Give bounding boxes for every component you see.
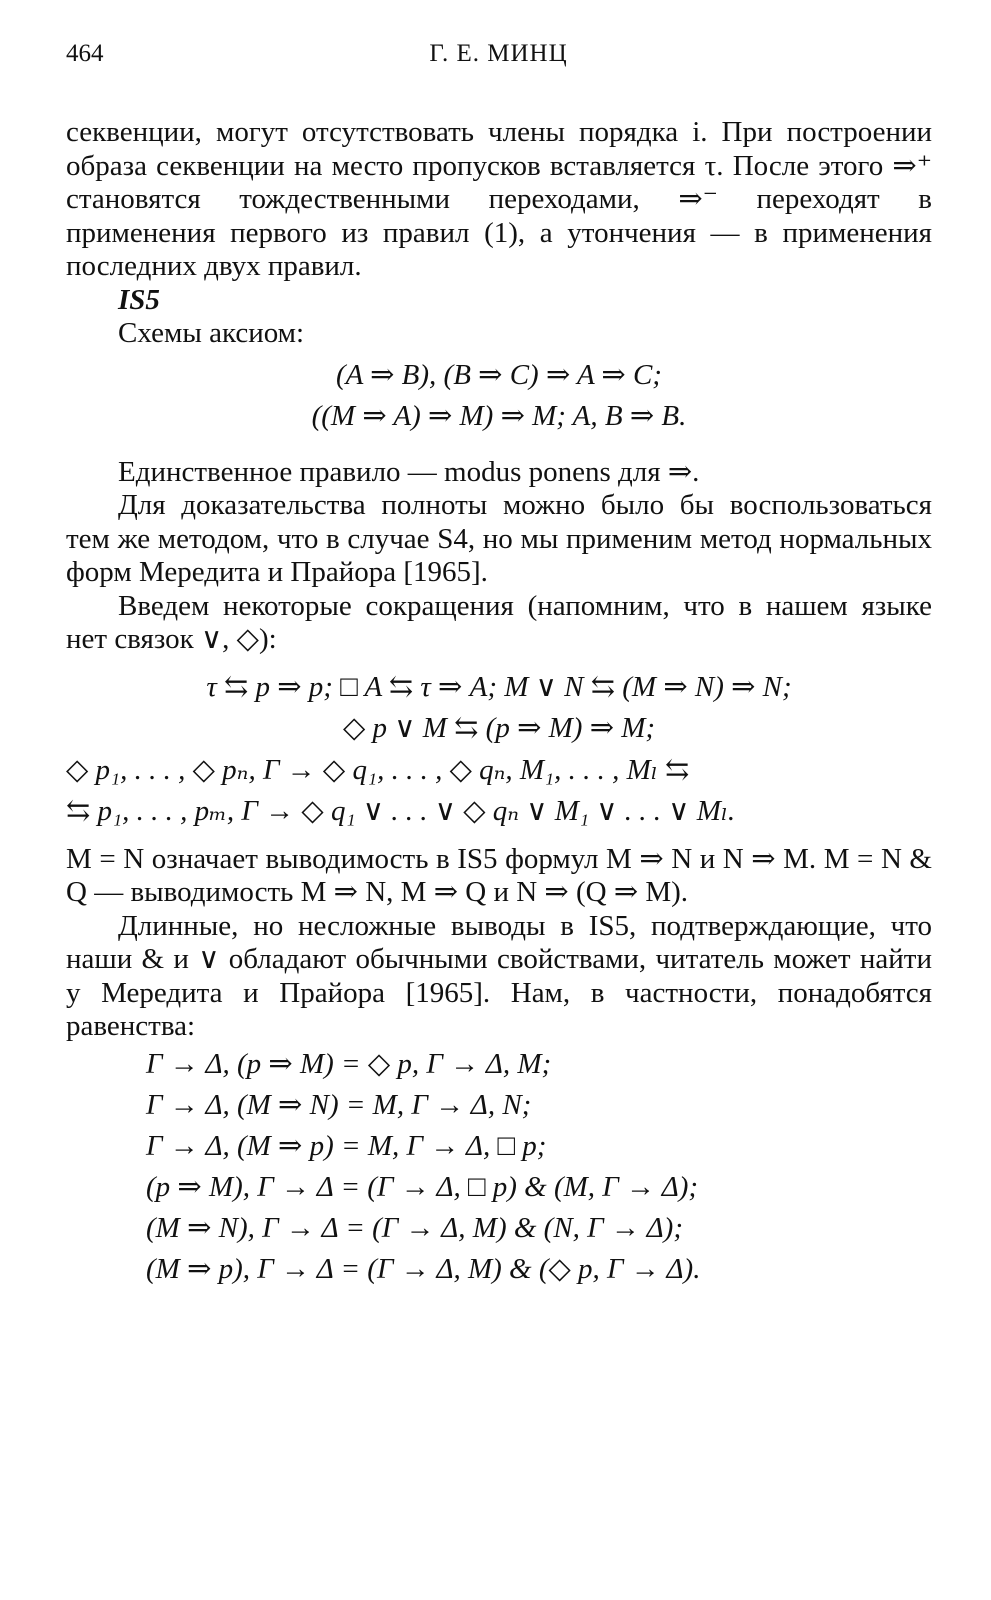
paragraph-derivations: Длинные, но несложные выводы в IS5, подтверждающие, что наши & и ∨ обладают обычными свойствами, читатель может найти у Мередита и Прайора [1965]. Нам, в частности, понадобятся равенства:: [66, 909, 932, 1042]
axiom-formula-2: ((M ⇒ A) ⇒ M) ⇒ M; A, B ⇒ B.: [311, 400, 687, 432]
section-heading-is5: IS5: [118, 283, 160, 316]
paragraph-abbreviations: Введем некоторые сокращения (напомним, что в нашем языке нет связок ∨, ◇):: [66, 589, 932, 655]
page-header: [66, 40, 931, 74]
abbreviation-formula-2: ◇ p ∨ M ⇆ (p ⇒ M) ⇒ M;: [342, 712, 656, 744]
page-body: [66, 116, 932, 1290]
equalities-list: [146, 1044, 932, 1290]
equality-3: Γ → Δ, (M ⇒ p) = M, Γ → Δ, □ p;: [146, 1129, 547, 1162]
equality-6: (M ⇒ p), Γ → Δ = (Γ → Δ, M) & (◇ p, Γ → Δ).: [146, 1252, 701, 1285]
rule-statement: Единственное правило — modus ponens для ⇒.: [118, 455, 700, 488]
paragraph-sequents: секвенции, могут отсутствовать члены порядка i. При построении образа секвенции на место пропусков вставляется τ. После этого ⇒⁺ становятся тождественными переходами, ⇒⁻ переходят в применения первого из правил (1), а утончения — в применения последних двух правил.: [66, 116, 932, 282]
page-number: 464: [66, 40, 104, 67]
paragraph-equivalence: M = N означает выводимость в IS5 формул M ⇒ N и N ⇒ M. M = N & Q — выводимость M ⇒ N, M ⇒ Q и N ⇒ (Q ⇒ M).: [66, 842, 932, 908]
axioms-intro: Схемы аксиом:: [118, 317, 305, 349]
abbreviation-formula-3: ◇ p₁, . . . , ◇ pₙ, Γ → ◇ q₁, . . . , ◇ qₙ, M₁, . . . , Mₗ ⇆: [66, 753, 690, 786]
running-head: Г. Е. МИНЦ: [429, 40, 568, 67]
equality-4: (p ⇒ M), Γ → Δ = (Γ → Δ, □ p) & (M, Γ → Δ);: [146, 1170, 699, 1203]
equality-5: (M ⇒ N), Γ → Δ = (Γ → Δ, M) & (N, Γ → Δ);: [146, 1211, 683, 1244]
equality-1: Γ → Δ, (p ⇒ M) = ◇ p, Γ → Δ, M;: [146, 1047, 552, 1080]
abbreviation-formula-1: τ ⇆ p ⇒ p; □ A ⇆ τ ⇒ A; M ∨ N ⇆ (M ⇒ N) ⇒ N;: [206, 670, 792, 703]
abbreviation-formula-4: ⇆ p₁, . . . , pₘ, Γ → ◇ q₁ ∨ . . . ∨ ◇ qₙ ∨ M₁ ∨ . . . ∨ Mₗ.: [66, 795, 736, 827]
equality-2: Γ → Δ, (M ⇒ N) = M, Γ → Δ, N;: [146, 1088, 532, 1121]
axiom-formula-1: (A ⇒ B), (B ⇒ C) ⇒ A ⇒ C;: [336, 358, 662, 391]
paragraph-completeness: Для доказательства полноты можно было бы воспользоваться тем же методом, что в случае S4, но мы применим метод нормальных форм Мередита и Прайора [1965].: [66, 489, 932, 588]
